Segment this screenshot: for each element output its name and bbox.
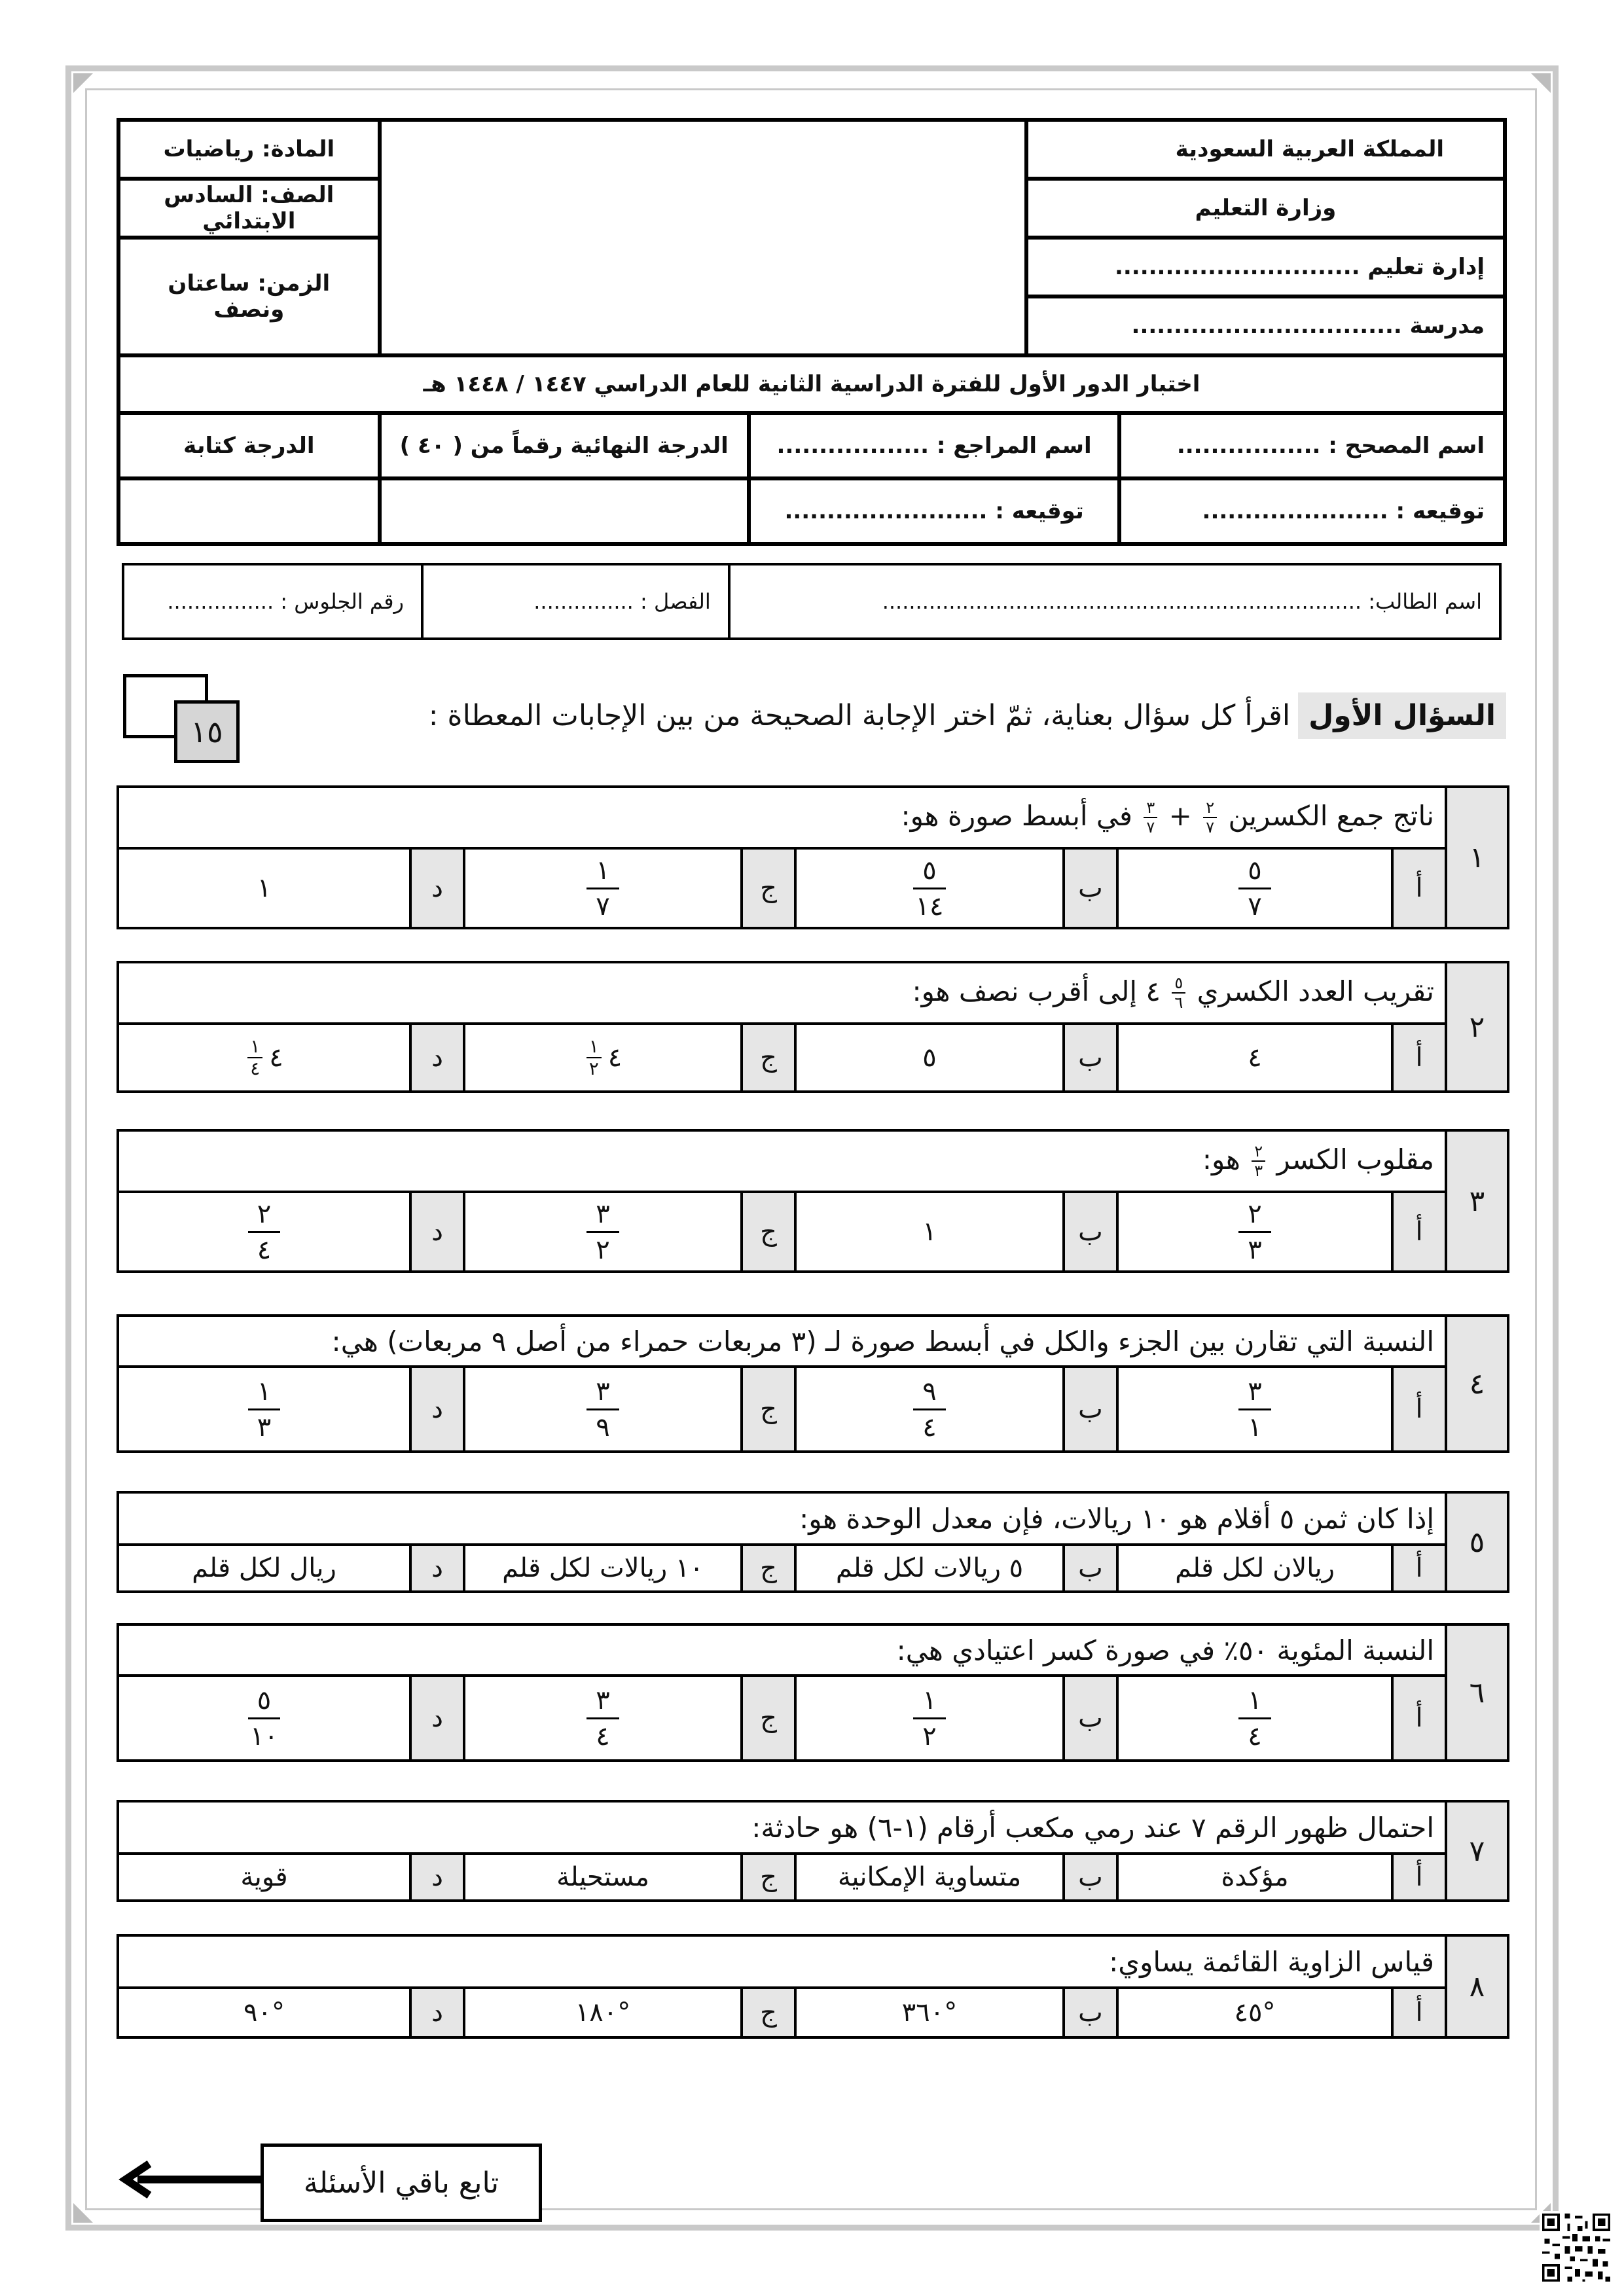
option-c[interactable]: ٤ ١ ٢ xyxy=(464,1024,742,1092)
option-d-letter: د xyxy=(410,1367,464,1452)
option-a[interactable]: ٤ xyxy=(1117,1024,1392,1092)
question-4 xyxy=(117,1314,1509,1453)
question-3 xyxy=(117,1129,1509,1273)
final-grade-written-label: الدرجة كتابة xyxy=(118,413,380,478)
option-c[interactable]: ١٠ ريالات لكل قلم xyxy=(464,1545,742,1592)
option-c[interactable]: $\frac{٣}{٤}$ xyxy=(464,1676,742,1761)
exam-header xyxy=(117,118,1507,546)
question-stem: النسبة التي تقارن بين الجزء والكل في أبسط صورة لـ (٣ مربعات حمراء من أصل ٩ مربعات) هي: xyxy=(118,1316,1446,1367)
option-a-letter: أ xyxy=(1392,1854,1446,1901)
question-8 xyxy=(117,1934,1509,2039)
option-a-letter: أ xyxy=(1392,1545,1446,1592)
corner-ornament xyxy=(73,2203,93,2223)
question-stem: النسبة المئوية ٥٠٪ في صورة كسر اعتيادي هي: xyxy=(118,1624,1446,1676)
question-number: ٢ xyxy=(1446,962,1508,1092)
student-name-field[interactable]: اسم الطالب: ........................................................................ xyxy=(729,564,1500,639)
corner-ornament xyxy=(73,73,93,93)
corrector-name-field[interactable]: اسم المصحح : ................. xyxy=(1119,413,1505,478)
option-b[interactable]: متساوية الإمكانية xyxy=(795,1854,1064,1901)
section-label: السؤال الأول xyxy=(1298,692,1506,739)
option-a[interactable]: ريالان لكل قلم xyxy=(1117,1545,1392,1592)
option-a[interactable]: مؤكدة xyxy=(1117,1854,1392,1901)
corner-ornament xyxy=(1531,73,1551,93)
option-d-letter: د xyxy=(410,1676,464,1761)
question-stem: إذا كان ثمن ٥ أقلام هو ١٠ ريالات، فإن معدل الوحدة هو: xyxy=(118,1492,1446,1545)
option-a[interactable]: $\frac{١}{٤}$ xyxy=(1117,1676,1392,1761)
left-arrow-icon xyxy=(118,2160,268,2199)
option-b[interactable]: ٥ ريالات لكل قلم xyxy=(795,1545,1064,1592)
option-c-letter: ج xyxy=(742,1988,795,2037)
question-number: ٤ xyxy=(1446,1316,1508,1452)
option-b-letter: ب xyxy=(1064,1545,1117,1592)
option-d[interactable]: ٤ ١ ٤ xyxy=(118,1024,410,1092)
option-c-letter: ج xyxy=(742,1192,795,1272)
class-field[interactable]: الفصل : ............... xyxy=(422,564,729,639)
option-a-letter: أ xyxy=(1392,1988,1446,2037)
option-a-letter: أ xyxy=(1392,1367,1446,1452)
seat-number-field[interactable]: رقم الجلوس : ................ xyxy=(123,564,422,639)
option-b-letter: ب xyxy=(1064,848,1117,928)
question-2 xyxy=(117,961,1509,1093)
question-6 xyxy=(117,1623,1509,1762)
final-grade-numeric-label: الدرجة النهائية رقماً من ( ٤٠ ) xyxy=(380,413,749,478)
student-info xyxy=(122,563,1502,640)
option-d-letter: د xyxy=(410,1192,464,1272)
question-number: ٥ xyxy=(1446,1492,1508,1592)
reviewer-name-field[interactable]: اسم المراجع : .................. xyxy=(749,413,1120,478)
question-7 xyxy=(117,1800,1509,1902)
option-a[interactable]: $\frac{٣}{١}$ xyxy=(1117,1367,1392,1452)
option-a-letter: أ xyxy=(1392,1024,1446,1092)
question-stem: احتمال ظهور الرقم ٧ عند رمي مكعب أرقام (١-٦) هو حادثة: xyxy=(118,1801,1446,1854)
option-d-letter: د xyxy=(410,1545,464,1592)
option-b[interactable]: $\frac{١}{٢}$ xyxy=(795,1676,1064,1761)
option-d[interactable]: ريال لكل قلم xyxy=(118,1545,410,1592)
option-b-letter: ب xyxy=(1064,1988,1117,2037)
question-1 xyxy=(117,785,1509,929)
reviewer-signature-field[interactable]: توقيعه : ........................ xyxy=(749,478,1120,544)
kingdom-label: المملكة العربية السعودية xyxy=(1026,120,1505,179)
corrector-signature-field[interactable]: توقيعه : ...................... xyxy=(1119,478,1505,544)
option-c-letter: ج xyxy=(742,1676,795,1761)
section-score: ١٥ xyxy=(174,700,240,763)
exam-title: اختبار الدور الأول للفترة الدراسية الثانية للعام الدراسي ١٤٤٧ / ١٤٤٨ هـ xyxy=(118,355,1505,413)
question-5 xyxy=(117,1491,1509,1593)
question-stem: مقلوب الكسر ٢ ٣ هو: xyxy=(118,1130,1446,1192)
option-d-letter: د xyxy=(410,1024,464,1092)
option-c-letter: ج xyxy=(742,848,795,928)
question-number: ٨ xyxy=(1446,1935,1508,2037)
option-b-letter: ب xyxy=(1064,1024,1117,1092)
option-b-letter: ب xyxy=(1064,1367,1117,1452)
option-a[interactable]: °٤٥ xyxy=(1117,1988,1392,2037)
logo-area xyxy=(380,120,1026,355)
question-stem: قياس الزاوية القائمة يساوي: xyxy=(118,1935,1446,1988)
school-field[interactable]: مدرسة ................................ xyxy=(1026,296,1505,355)
question-stem: ناتج جمع الكسرين ٢ ٧ + ٣ ٧ في أبسط صورة هو: xyxy=(118,787,1446,848)
final-grade-numeric-box[interactable] xyxy=(380,478,749,544)
option-d[interactable]: $\frac{١}{٣}$ xyxy=(118,1367,410,1452)
option-b[interactable]: ٥ xyxy=(795,1024,1064,1092)
option-a-letter: أ xyxy=(1392,1676,1446,1761)
question-number: ٧ xyxy=(1446,1801,1508,1901)
option-c[interactable]: $\frac{٣}{٢}$ xyxy=(464,1192,742,1272)
ministry-label: وزارة التعليم xyxy=(1026,179,1505,238)
question-number: ٦ xyxy=(1446,1624,1508,1761)
option-b[interactable]: $\frac{٥}{١٤}$ xyxy=(795,848,1064,928)
option-c-letter: ج xyxy=(742,1024,795,1092)
option-a-letter: أ xyxy=(1392,1192,1446,1272)
option-c[interactable]: $\frac{٣}{٩}$ xyxy=(464,1367,742,1452)
option-b-letter: ب xyxy=(1064,1192,1117,1272)
option-c[interactable]: مستحيلة xyxy=(464,1854,742,1901)
option-b[interactable]: $\frac{٩}{٤}$ xyxy=(795,1367,1064,1452)
department-field[interactable]: إدارة تعليم ............................. xyxy=(1026,238,1505,296)
final-grade-written-box[interactable] xyxy=(118,478,380,544)
option-d[interactable]: $\frac{٢}{٤}$ xyxy=(118,1192,410,1272)
option-b-letter: ب xyxy=(1064,1854,1117,1901)
option-b-letter: ب xyxy=(1064,1676,1117,1761)
question-stem: تقريب العدد الكسري ٥ ٦ ٤ إلى أقرب نصف هو: xyxy=(118,962,1446,1024)
option-d[interactable]: قوية xyxy=(118,1854,410,1901)
option-a[interactable]: $\frac{٢}{٣}$ xyxy=(1117,1192,1392,1272)
option-d[interactable]: °٩٠ xyxy=(118,1988,410,2037)
option-d-letter: د xyxy=(410,1854,464,1901)
option-b[interactable]: °٣٦٠ xyxy=(795,1988,1064,2037)
grade-label: الصف: السادس الابتدائي xyxy=(118,179,380,238)
subject-label: المادة: رياضيات xyxy=(118,120,380,179)
option-c-letter: ج xyxy=(742,1367,795,1452)
option-c-letter: ج xyxy=(742,1545,795,1592)
question-number: ٣ xyxy=(1446,1130,1508,1272)
section-instruction: اقرأ كل سؤال بعناية، ثمّ اختر الإجابة الصحيحة من بين الإجابات المعطاة : xyxy=(428,699,1291,732)
time-label: الزمن: ساعتان ونصف xyxy=(118,238,380,355)
question-number: ١ xyxy=(1446,787,1508,928)
qr-code-icon xyxy=(1540,2211,1613,2284)
section-heading xyxy=(429,692,1506,739)
option-a-letter: أ xyxy=(1392,848,1446,928)
continue-label: تابع باقي الأسئلة xyxy=(261,2144,542,2222)
option-d[interactable]: ١ xyxy=(118,848,410,928)
option-b[interactable]: ١ xyxy=(795,1192,1064,1272)
option-a[interactable]: $\frac{٥}{٧}$ xyxy=(1117,848,1392,928)
option-d[interactable]: $\frac{٥}{١٠}$ xyxy=(118,1676,410,1761)
option-c-letter: ج xyxy=(742,1854,795,1901)
option-d-letter: د xyxy=(410,1988,464,2037)
option-c[interactable]: °١٨٠ xyxy=(464,1988,742,2037)
option-c[interactable]: $\frac{١}{٧}$ xyxy=(464,848,742,928)
option-d-letter: د xyxy=(410,848,464,928)
